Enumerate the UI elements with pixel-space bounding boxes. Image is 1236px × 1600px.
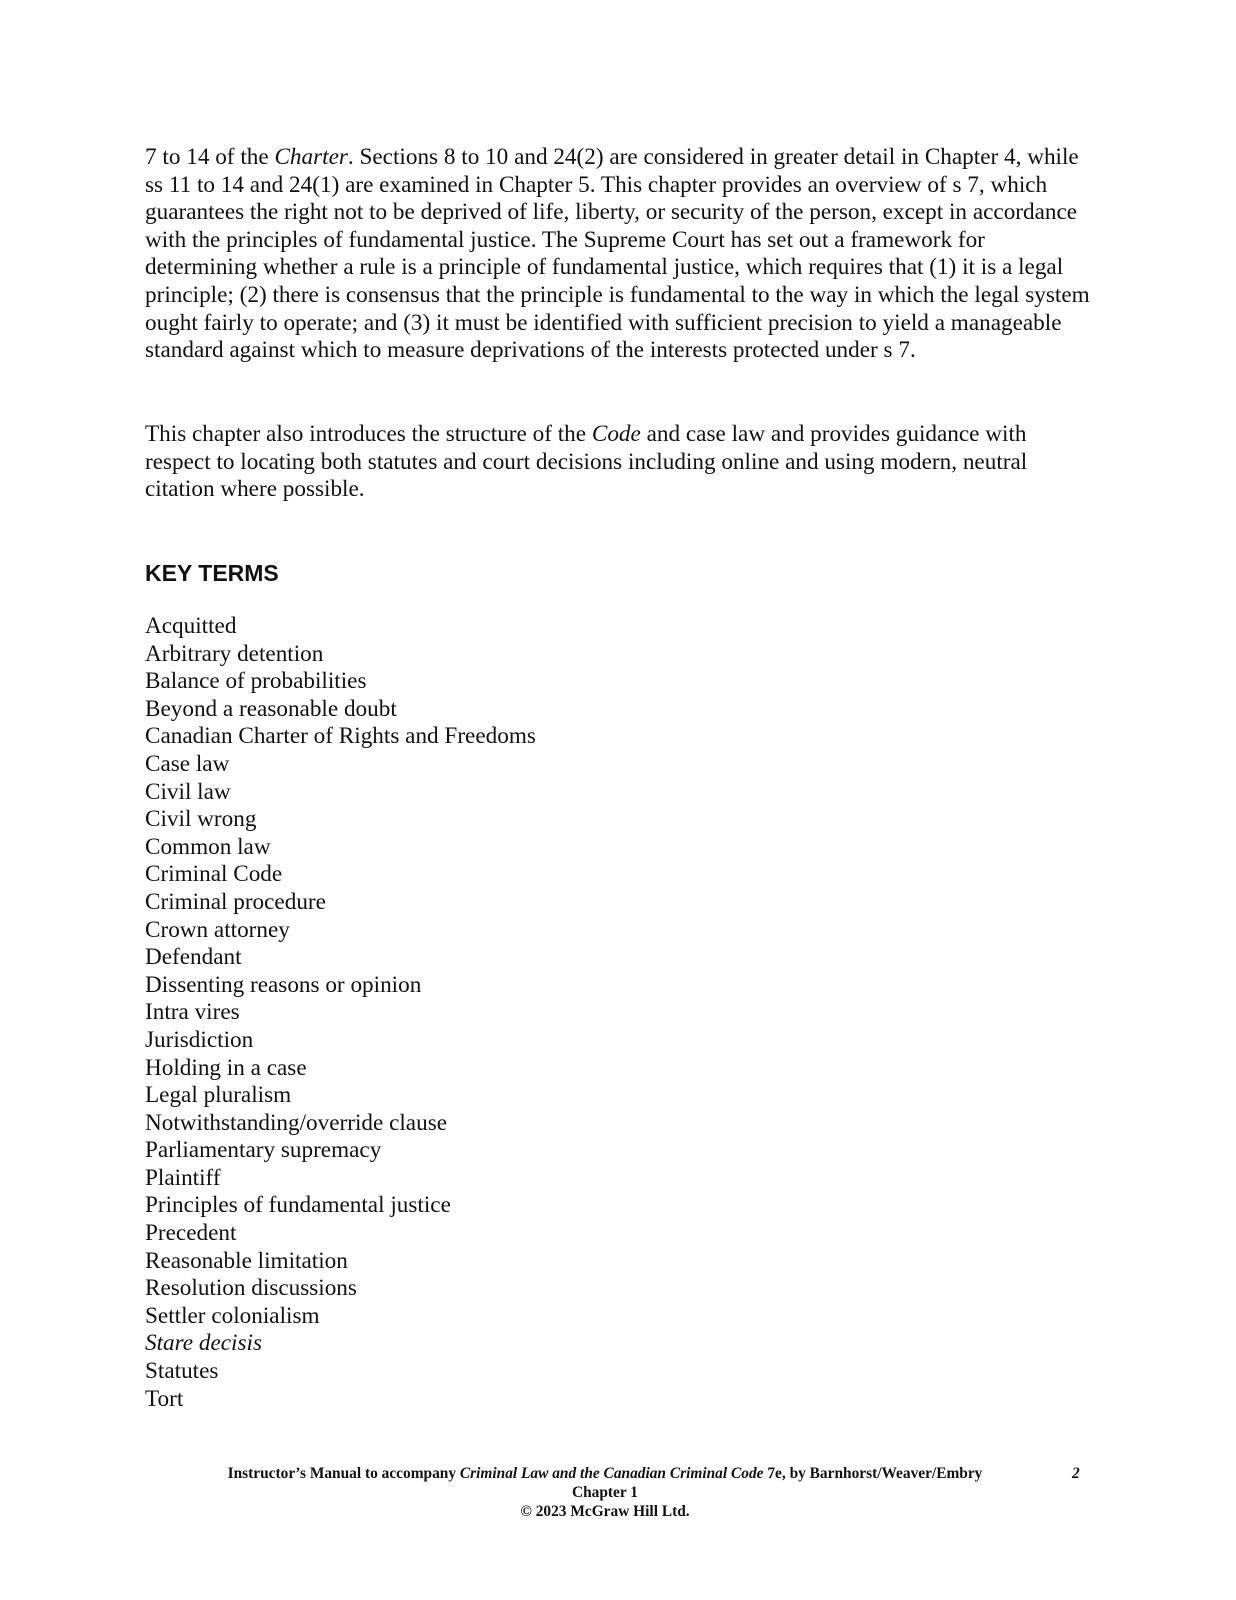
key-term-item: Arbitrary detention — [145, 640, 324, 667]
footer-text: 7e, by Barnhorst/Weaver/Embry — [763, 1465, 983, 1482]
key-term-item: Notwithstanding/override clause — [145, 1109, 448, 1136]
key-term-item: Canadian Charter of Rights and Freedoms — [145, 723, 536, 750]
key-term-item: Intra vires — [145, 999, 240, 1026]
key-term-item: Common law — [145, 833, 271, 860]
key-term-item: Defendant — [145, 944, 242, 971]
key-term-item: Civil law — [145, 778, 231, 805]
key-term-item: Dissenting reasons or opinion — [145, 971, 422, 998]
paragraph-text: 7 to 14 of the — [145, 144, 275, 170]
footer-copyright-line: © 2023 McGraw Hill Ltd. — [520, 1503, 690, 1520]
key-term-item: Legal pluralism — [145, 1082, 292, 1109]
body-paragraph-charter-overview — [145, 144, 1090, 365]
charter-italic-text: Charter — [274, 144, 348, 170]
key-term-item: Parliamentary supremacy — [145, 1137, 382, 1164]
key-term-item: Beyond a reasonable doubt — [145, 695, 397, 722]
key-term-item: Principles of fundamental justice — [145, 1192, 451, 1219]
paragraph-text: . Sections 8 to 10 and 24(2) are considered in greater detail in Chapter 4, while ss 11 to 14 and 24(1) are examined in Chapter 5. This chapter provides an overview of s 7, which guarantees the right not to be deprived of life, liberty, or security of the person, except in accordance with the principles of fundamental justice. The Supreme Court has set out a framework for determining whether a rule is a principle of fundamental justice, which requires that (1) it is a legal principle; (2) there is consensus that the principle is fundamental to the way in which the legal system ought fairly to operate; and (3) it must be identified with sufficient precision to yield a manageable standard against which to measure deprivations of the interests protected under s 7. — [145, 144, 1090, 364]
footer-chapter-line: Chapter 1 — [572, 1484, 638, 1501]
footer-text: Instructor’s Manual to accompany — [227, 1465, 460, 1482]
paragraph-text: This chapter also introduces the structure of the — [145, 421, 592, 447]
key-term-item: Plaintiff — [145, 1164, 221, 1191]
key-term-item: Criminal procedure — [145, 888, 326, 915]
key-term-item: Resolution discussions — [145, 1275, 357, 1302]
key-term-item: Acquitted — [145, 613, 237, 639]
key-term-item: Jurisdiction — [145, 1026, 254, 1053]
key-term-item: Precedent — [145, 1220, 237, 1247]
footer-book-title: Criminal Law and the Canadian Criminal Code — [459, 1465, 764, 1482]
code-italic-text: Code — [591, 421, 641, 447]
key-term-item: Civil wrong — [145, 806, 257, 833]
key-term-item: Criminal Code — [145, 861, 283, 888]
key-term-item: Balance of probabilities — [145, 668, 367, 695]
key-term-item: Statutes — [145, 1358, 219, 1385]
key-term-item: Crown attorney — [145, 916, 290, 943]
page-footer — [145, 1464, 1065, 1521]
key-terms-list — [145, 613, 536, 1413]
key-term-item: Stare decisis — [145, 1330, 262, 1357]
footer-manual-line — [145, 1464, 1065, 1483]
key-term-item: Holding in a case — [145, 1054, 307, 1081]
key-term-item: Settler colonialism — [145, 1302, 320, 1329]
key-terms-heading: KEY TERMS — [145, 560, 279, 586]
key-term-item: Case law — [145, 750, 230, 777]
paragraph-text: and case law and provides guidance with respect to locating both statutes and court decisions including online and using modern, neutral citation where possible. — [145, 421, 1028, 503]
page-number: 2 — [1072, 1465, 1080, 1482]
key-term-item: Reasonable limitation — [145, 1247, 348, 1274]
key-term-item: Tort — [145, 1385, 184, 1412]
body-paragraph-code-structure — [145, 421, 1090, 504]
